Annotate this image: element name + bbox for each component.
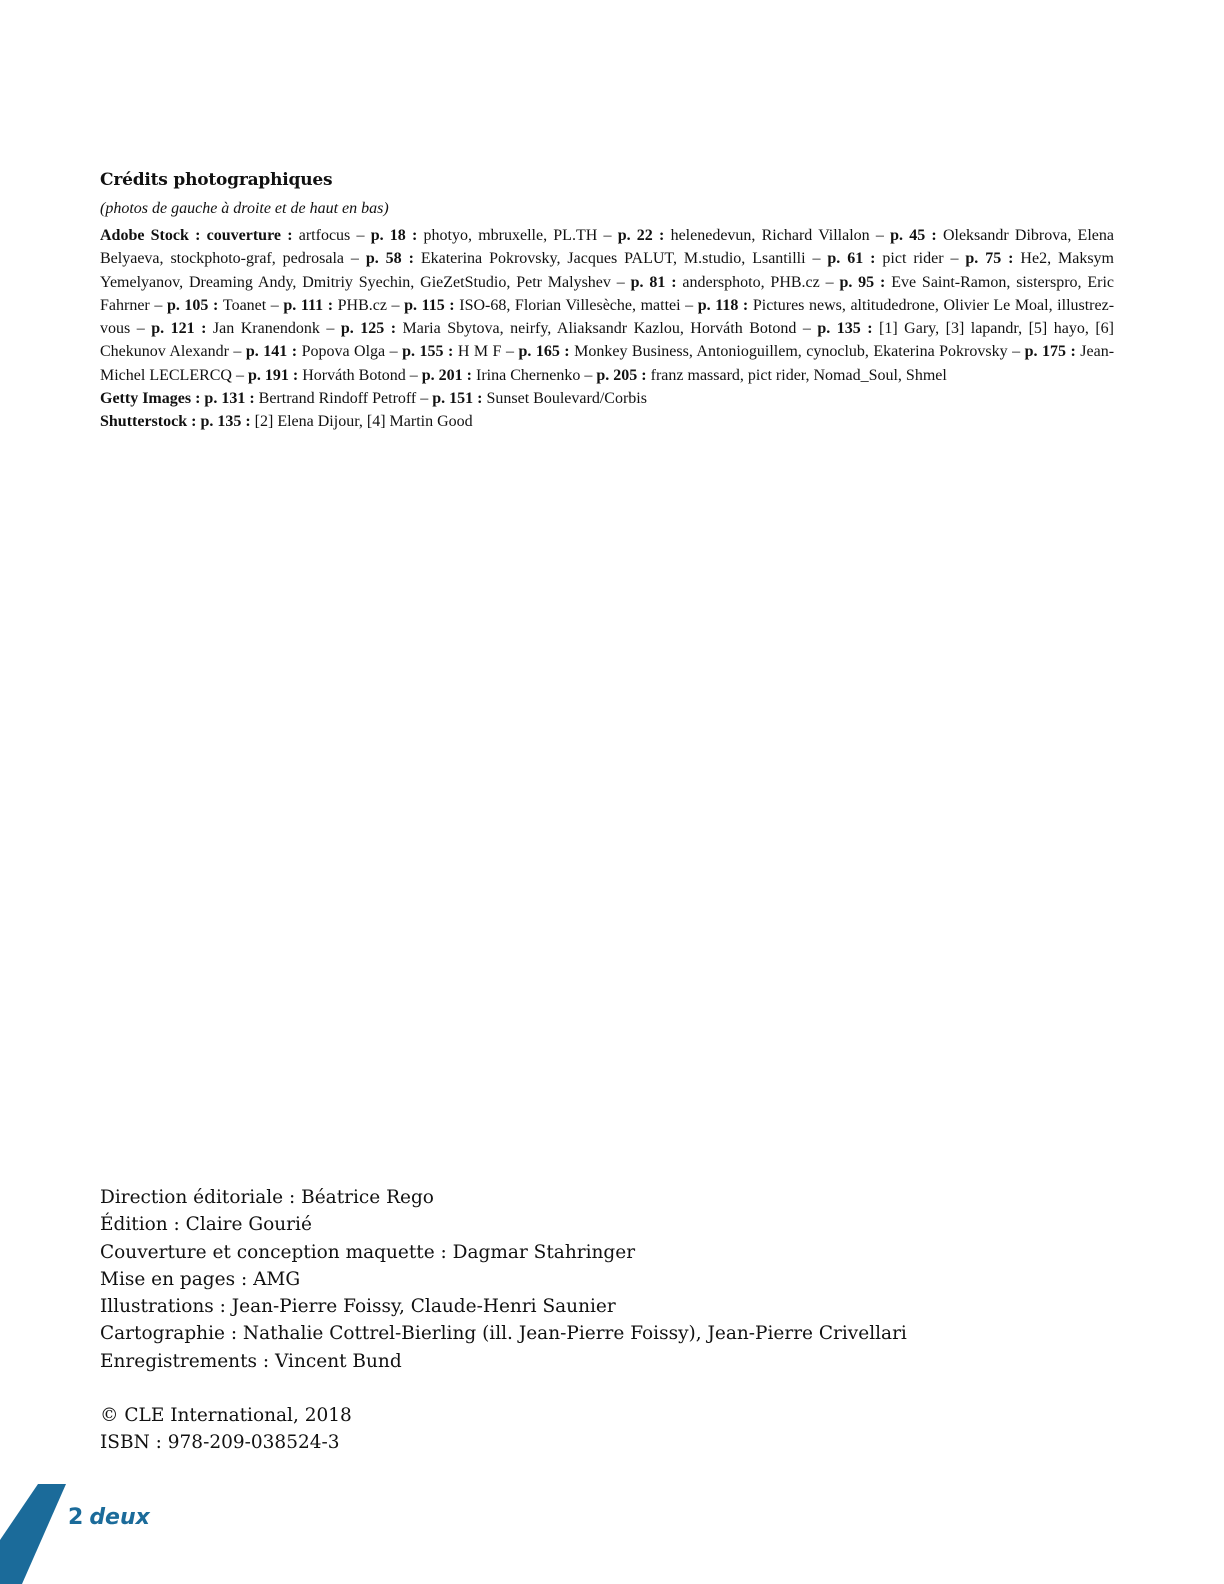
credit-label: p. 45 : — [890, 227, 943, 244]
staff-direction: Direction éditoriale : Béatrice Rego — [100, 1187, 434, 1208]
credit-names: Eve Saint-Ramon, sisterspro, Eric Fahrner – — [100, 273, 1115, 314]
credit-names: Monkey Business, Antonioguillem, cynoclub, Ekaterina Pokrovsky – — [574, 343, 1025, 361]
credit-label: p. 18 : — [370, 227, 424, 244]
page-number-word: deux — [89, 1505, 150, 1530]
credit-label: p. 22 : — [617, 227, 671, 244]
credit-label: p. 151 : — [432, 390, 487, 408]
credit-names: pict rider – — [882, 250, 966, 268]
credit-names: Maria Sbytova, neirfy, Aliaksandr Kazlou, Horváth Botond – — [402, 320, 818, 338]
credit-names: Oleksandr Dibrova, Elena Belyaeva, stockphoto-graf, pedrosala – — [100, 227, 1114, 268]
credit-label: p. 135 : — [817, 320, 880, 338]
credit-label: p. 141 : — [245, 343, 302, 361]
credit-label: p. 115 : — [404, 296, 460, 314]
credit-label: p. 121 : — [151, 320, 213, 338]
credit-label: p. 58 : — [365, 250, 421, 268]
credit-names: Pictures news, altitudedrone, Olivier Le Moal, illustrez-vous – — [100, 296, 1115, 338]
isbn: ISBN : 978-209-038524-3 — [100, 1432, 340, 1454]
credit-label: p. 165 : — [518, 343, 575, 361]
credit-names: franz massard, pict rider, Nomad_Soul, Shmel — [650, 366, 947, 384]
credit-names: [1] Gary, [3] lapandr, [5] hayo, [6] Chekunov Alexandr – — [100, 320, 1114, 361]
credit-names: Sunset Boulevard/Corbis — [486, 390, 647, 408]
credit-label: p. 105 : — [166, 296, 223, 314]
credit-label: p. 118 : — [697, 296, 753, 314]
credit-names: Bertrand Rindoff Petroff – — [258, 390, 433, 408]
credits-adobe-stock — [100, 224, 1114, 387]
footer-stripe-decoration — [0, 1484, 70, 1584]
copyright: © CLE International, 2018 — [100, 1405, 352, 1426]
staff-cartographie: Cartographie : Nathalie Cottrel-Bierling (ill. Jean-Pierre Foissy), Jean-Pierre Crivellari — [100, 1323, 907, 1345]
credit-names: [2] Elena Dijour, [4] Martin Good — [254, 413, 473, 431]
footer-stripe-shape — [0, 1484, 66, 1584]
credits-getty-images — [100, 387, 1114, 410]
legal-info — [100, 1402, 352, 1457]
credit-label: p. 111 : — [283, 296, 338, 314]
editorial-staff — [100, 1184, 1100, 1375]
credits-shutterstock — [100, 410, 1114, 433]
credit-label: Shutterstock : — [100, 413, 201, 431]
credit-label: p. 205 : — [596, 366, 651, 384]
credit-names: Toanet – — [222, 296, 284, 314]
credit-names: Horváth Botond – — [302, 366, 422, 384]
staff-illustrations: Illustrations : Jean-Pierre Foissy, Claude-Henri Saunier — [100, 1296, 616, 1318]
page-number: 2 — [68, 1505, 84, 1530]
credit-names: photyo, mbruxelle, PL.TH – — [423, 227, 618, 244]
credit-names: artfocus – — [298, 227, 371, 244]
credit-names: He2, Maksym Yemelyanov, Dreaming Andy, Dmitriy Syechin, GieZetStudio, Petr Malyshev – — [100, 250, 1114, 291]
credit-names: PHB.cz – — [337, 296, 405, 314]
credits-subtitle: (photos de gauche à droite et de haut en bas) — [100, 200, 389, 217]
credit-label: p. 175 : — [1024, 343, 1081, 361]
credit-names: Irina Chernenko – — [476, 366, 597, 384]
credit-label: Getty Images : — [100, 390, 205, 408]
credit-label: p. 191 : — [247, 366, 303, 384]
credit-label: p. 61 : — [827, 250, 883, 268]
credit-names: Ekaterina Pokrovsky, Jacques PALUT, M.studio, Lsantilli – — [420, 250, 828, 268]
staff-couverture: Couverture et conception maquette : Dagmar Stahringer — [100, 1241, 636, 1263]
credit-names: ISO-68, Florian Villesèche, mattei – — [459, 296, 698, 314]
staff-edition: Édition : Claire Gourié — [100, 1214, 312, 1236]
credit-label: p. 131 : — [204, 390, 259, 408]
credit-names: Jan Kranendonk – — [212, 320, 341, 338]
credit-names: Popova Olga – — [301, 343, 403, 361]
credit-label: p. 135 : — [200, 413, 255, 431]
staff-mise-en-pages: Mise en pages : AMG — [100, 1268, 301, 1290]
credit-label: Adobe Stock : couverture : — [100, 227, 299, 244]
page-folio — [68, 1505, 150, 1530]
credit-names: Jean-Michel LECLERCQ – — [100, 343, 1115, 384]
credits-title: Crédits photographiques — [100, 170, 333, 190]
credit-names: andersphoto, PHB.cz – — [682, 273, 840, 291]
credit-label: p. 75 : — [965, 250, 1021, 268]
credit-label: p. 125 : — [340, 320, 403, 338]
credit-names: H M F – — [457, 343, 519, 361]
credit-label: p. 81 : — [630, 273, 683, 291]
staff-enregistrements: Enregistrements : Vincent Bund — [100, 1350, 402, 1372]
credit-label: p. 155 : — [402, 343, 458, 361]
credit-names: helenedevun, Richard Villalon – — [670, 227, 891, 244]
photo-credits — [100, 170, 1114, 434]
credit-label: p. 95 : — [839, 273, 892, 291]
credit-label: p. 201 : — [421, 366, 476, 384]
